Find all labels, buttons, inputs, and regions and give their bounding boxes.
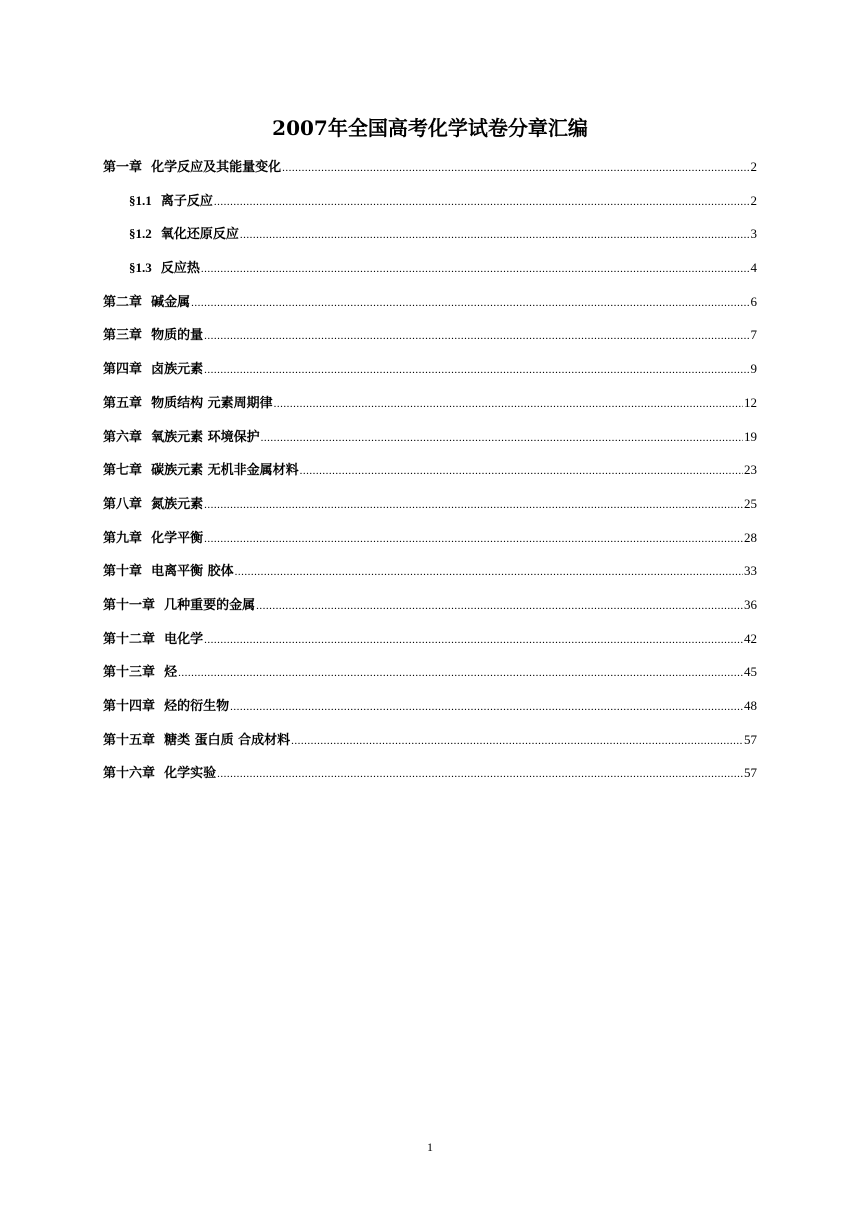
toc-entry-title: 几种重要的金属 [164, 597, 256, 613]
toc-entry-prefix: 第八章 [103, 496, 143, 512]
toc-entry-title: 化学实验 [164, 766, 217, 782]
toc-entry-title: 糖类 蛋白质 合成材料 [164, 732, 291, 748]
toc-entry-prefix: §1.2 [129, 226, 152, 242]
toc-entry-page: 12 [744, 394, 757, 410]
dot-leader [230, 694, 743, 720]
toc-entry-prefix: 第四章 [103, 362, 143, 378]
toc-entry-title: 反应热 [160, 261, 200, 277]
toc-entry-page: 7 [750, 327, 757, 343]
dot-leader [240, 222, 750, 248]
toc-entry[interactable] [103, 154, 757, 188]
toc-entry-title: 卤族元素 [151, 362, 204, 378]
toc-entry-prefix: 第九章 [103, 530, 143, 546]
toc-entry-title: 化学平衡 [151, 530, 204, 546]
toc-entry-page: 4 [750, 260, 757, 276]
toc-entry-prefix: 第十章 [103, 564, 143, 580]
dot-leader [261, 425, 743, 451]
toc-entry-title: 物质的量 [151, 328, 204, 344]
toc-entry-page: 3 [750, 226, 757, 242]
toc-entry-title: 碱金属 [151, 294, 191, 310]
toc-entry[interactable] [103, 592, 757, 626]
toc-entry-page: 19 [744, 428, 757, 444]
dot-leader [274, 391, 743, 417]
toc-entry-page: 6 [750, 293, 757, 309]
toc-entry-page: 2 [750, 159, 757, 174]
toc-entry-page: 25 [744, 495, 757, 511]
toc-entry[interactable] [103, 558, 757, 592]
toc-entry-title: 烃 [164, 665, 178, 681]
toc-entry[interactable] [103, 457, 757, 491]
toc-entry-title: 化学反应及其能量变化 [151, 160, 282, 175]
toc-entry-title: 电化学 [164, 631, 204, 647]
page-number: 1 [427, 1140, 433, 1154]
toc-entry-title: 离子反应 [160, 193, 213, 209]
toc-entry[interactable] [103, 390, 757, 424]
toc-entry-page: 45 [744, 664, 757, 680]
toc-entry-page: 23 [744, 462, 757, 478]
toc-entry-page: 9 [750, 361, 757, 377]
toc-entry-page: 48 [744, 698, 757, 713]
toc-entry-page: 28 [744, 529, 757, 545]
toc-entry-page: 57 [744, 765, 757, 781]
toc-entry[interactable] [103, 626, 757, 660]
toc-entry-page: 42 [744, 630, 757, 646]
toc-entry-title: 烃的衍生物 [164, 699, 230, 714]
toc-entry-prefix: 第十一章 [103, 597, 156, 613]
toc-entry[interactable] [103, 322, 757, 356]
dot-leader [291, 728, 743, 754]
dot-leader [178, 660, 743, 686]
toc-entry[interactable] [103, 424, 757, 458]
dot-leader [282, 155, 749, 181]
toc-entry[interactable] [103, 289, 757, 323]
toc-entry[interactable] [103, 491, 757, 525]
toc-entry-page: 2 [750, 192, 757, 208]
toc-entry-prefix: 第二章 [103, 294, 143, 310]
dot-leader [204, 492, 743, 518]
toc-entry-prefix: 第十六章 [103, 766, 156, 782]
toc-entry-title: 氮族元素 [151, 496, 204, 512]
toc-entry[interactable] [103, 356, 757, 390]
toc-entry-title: 电离平衡 胶体 [151, 564, 234, 580]
toc-entry-page: 33 [744, 563, 757, 579]
dot-leader [214, 189, 750, 215]
toc-entry-prefix: 第十五章 [103, 732, 156, 748]
toc-entry-prefix: 第七章 [103, 463, 143, 479]
dot-leader [204, 323, 749, 349]
toc-entry-page: 36 [744, 596, 757, 612]
toc-entry-title: 物质结构 元素周期律 [151, 395, 273, 411]
dot-leader [217, 761, 743, 787]
toc-entry[interactable] [103, 221, 757, 255]
toc-entry-title: 氧化还原反应 [160, 227, 239, 243]
toc-entry[interactable] [103, 255, 757, 289]
dot-leader [256, 593, 743, 619]
dot-leader [235, 559, 743, 585]
toc-entry-prefix: 第十二章 [103, 631, 156, 647]
dot-leader [191, 290, 749, 316]
toc-entry[interactable] [103, 693, 757, 727]
toc-entry-prefix: §1.1 [129, 192, 152, 208]
toc-entry[interactable] [103, 727, 757, 761]
toc-entry-prefix: 第六章 [103, 429, 143, 445]
toc-entry-page: 57 [744, 731, 757, 747]
toc-entry[interactable] [103, 659, 757, 693]
toc-entry[interactable] [103, 760, 757, 794]
table-of-contents [103, 154, 757, 794]
toc-entry-title: 碳族元素 无机非金属材料 [151, 463, 299, 479]
dot-leader [204, 526, 743, 552]
dot-leader [300, 458, 743, 484]
toc-entry-prefix: 第一章 [103, 160, 143, 175]
dot-leader [204, 627, 743, 653]
toc-entry-prefix: §1.3 [129, 260, 152, 276]
dot-leader [204, 357, 749, 383]
toc-entry-title: 氧族元素 环境保护 [151, 429, 260, 445]
document-title: 2007年全国高考化学试卷分章汇编 [272, 116, 588, 140]
toc-entry-prefix: 第十四章 [103, 699, 156, 714]
toc-entry-prefix: 第十三章 [103, 665, 156, 681]
toc-entry[interactable] [103, 188, 757, 222]
toc-entry[interactable] [103, 525, 757, 559]
dot-leader [201, 256, 750, 282]
toc-entry-prefix: 第五章 [103, 395, 143, 411]
toc-entry-prefix: 第三章 [103, 328, 143, 344]
